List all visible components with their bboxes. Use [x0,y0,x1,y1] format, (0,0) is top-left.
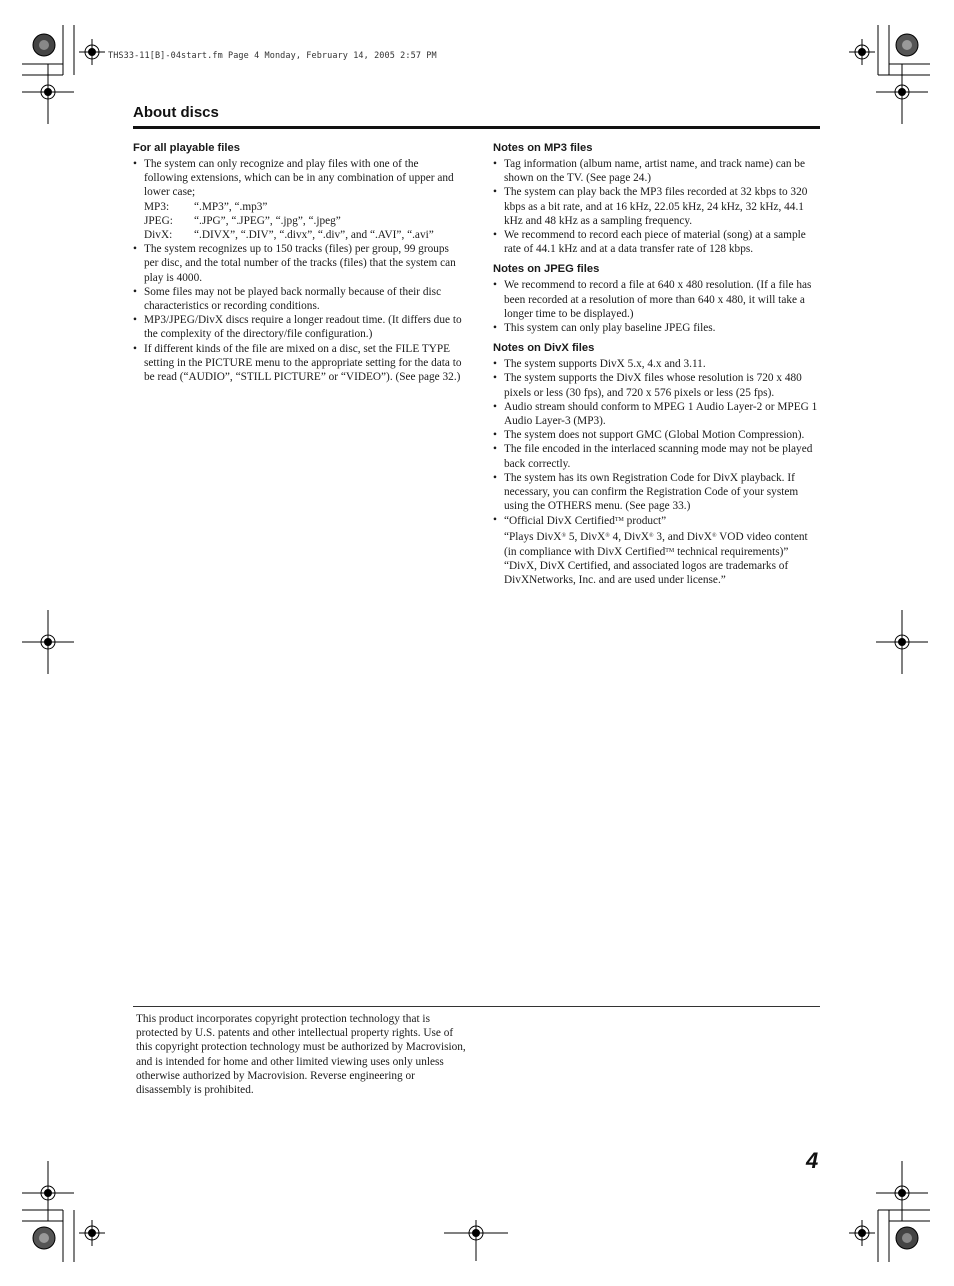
list-item: • The system has its own Registration Code for DivX playback. If necessary, you can confirm the Registration Code of your system using the OTHERS menu. (See page 33.) [493,471,799,513]
bullet-icon: • [493,372,497,385]
bullet-icon: • [493,186,497,199]
plays-divx-line: “Plays DivX® 5, DivX® 4, DivX® 3, and DivX® VOD video content (in compliance with DivX Certified™ technical requirements)” [504,530,808,558]
page-title: About discs [133,104,219,121]
list-item: • MP3/JPEG/DivX discs require a longer readout time. (It differs due to the complexity of the directory/file configuration.) [133,314,462,341]
section-mp3-notes [493,141,821,256]
list-item: • Tag information (album name, artist name, and track name) can be shown on the TV. (See page 24.) [493,158,805,185]
left-column [133,141,463,390]
list-item: • The system supports DivX 5.x, 4.x and 3.11. [493,358,706,371]
bullet-icon: • [493,514,497,527]
bullet-icon: • [133,314,137,327]
list-item: • The system recognizes up to 150 tracks (files) per group, 99 groups per disc, and the total number of the tracks (files) that the system can play is 4000. [133,243,456,284]
list-item: • The system supports the DivX files whose resolution is 720 x 480 pixels or less (30 fps), and 720 x 576 pixels or less (25 fps). [493,372,802,399]
section-heading: For all playable files [133,142,240,154]
list-item: • We recommend to record each piece of material (song) at a sample rate of 44.1 kHz and at a data transfer rate of 128 kbps. [493,229,806,256]
section-heading: Notes on DivX files [493,342,595,355]
list-item: • Some files may not be played back normally because of their disc characteristics or recording conditions. [133,285,442,313]
certified-line: “Official DivX Certified™ product” [504,515,667,528]
section-jpeg-notes [493,262,821,335]
item-text: The system can only recognize and play files with one of the following extensions, which can be in any combination of upper and lower case; [144,158,454,199]
extension-row-mp3: MP3: “.MP3”, “.mp3” [144,200,268,213]
bullet-icon: • [493,322,497,335]
section-heading: Notes on JPEG files [493,263,600,276]
trademark-symbol: TM [614,517,624,524]
list-item [133,157,463,242]
list-item: • The system does not support GMC (Global Motion Compression). [493,429,805,442]
bullet-icon: • [493,443,497,456]
bullet-icon: • [493,429,497,442]
bullet-icon: • [493,158,497,170]
list-item: • If different kinds of the file are mixed on a disc, set the FILE TYPE setting in the PICTURE menu to the appropriate setting for the data to be read (“AUDIO”, “STILL PICTURE” or “VIDEO”). (See page 32.) [133,342,462,384]
section-all-files [133,141,463,384]
file-info-header: THS33-11[B]-04start.fm Page 4 Monday, February 14, 2005 2:57 PM [108,51,437,61]
list-item: • Audio stream should conform to MPEG 1 Audio Layer-2 or MPEG 1 Audio Layer-3 (MP3). [493,400,818,428]
title-rule [133,126,820,129]
extension-row-jpeg: JPEG: “.JPG”, “.JPEG”, “.jpg”, “.jpeg” [144,214,341,227]
bullet-icon: • [493,400,497,413]
footer-rule [133,1006,820,1007]
section-heading: Notes on MP3 files [493,142,593,154]
trademark-notice: “DivX, DivX Certified, and associated logos are trademarks of DivXNetworks, Inc. and are used under license.” [504,560,789,587]
list-item: • The system can play back the MP3 files recorded at 32 kbps to 320 kbps as a bit rate, and at 16 kHz, 22.05 kHz, 24 kHz, 32 kHz, 44.1 kHz and 48 kHz as a sampling frequency. [493,186,808,227]
bullet-icon: • [133,158,137,170]
bullet-icon: • [493,358,497,371]
bullet-icon: • [133,342,137,355]
page-number: 4 [806,1148,819,1173]
copyright-notice: This product incorporates copyright protection technology that is protected by U.S. patents and other intellectual property rights. Use of this copyright protection technology must be authorized by Macrovision, and is intended for home and other limited viewing uses only unless otherwise authorized by Macrovision. Reverse engineering or disassembly is prohibited. [136,1013,466,1097]
bullet-icon: • [493,279,497,292]
bullet-icon: • [133,243,137,256]
list-item: • We recommend to record a file at 640 x 480 resolution. (If a file has been recorded at a resolution of more than 640 x 480, it will take a longer time to be displayed.) [493,279,812,320]
list-item: • This system can only play baseline JPEG files. [493,322,716,335]
extension-row-divx: DivX: “.DIVX”, “.DIV”, “.divx”, “.div”, and “.AVI”, “.avi” [144,229,434,242]
bullet-icon: • [493,471,497,484]
bullet-icon: • [493,229,497,242]
bullet-icon: • [133,285,137,298]
section-divx-notes [493,341,821,587]
right-column [493,141,821,593]
list-item: • The file encoded in the interlaced scanning mode may not be played back correctly. [493,443,813,470]
list-item-certified [493,513,821,587]
